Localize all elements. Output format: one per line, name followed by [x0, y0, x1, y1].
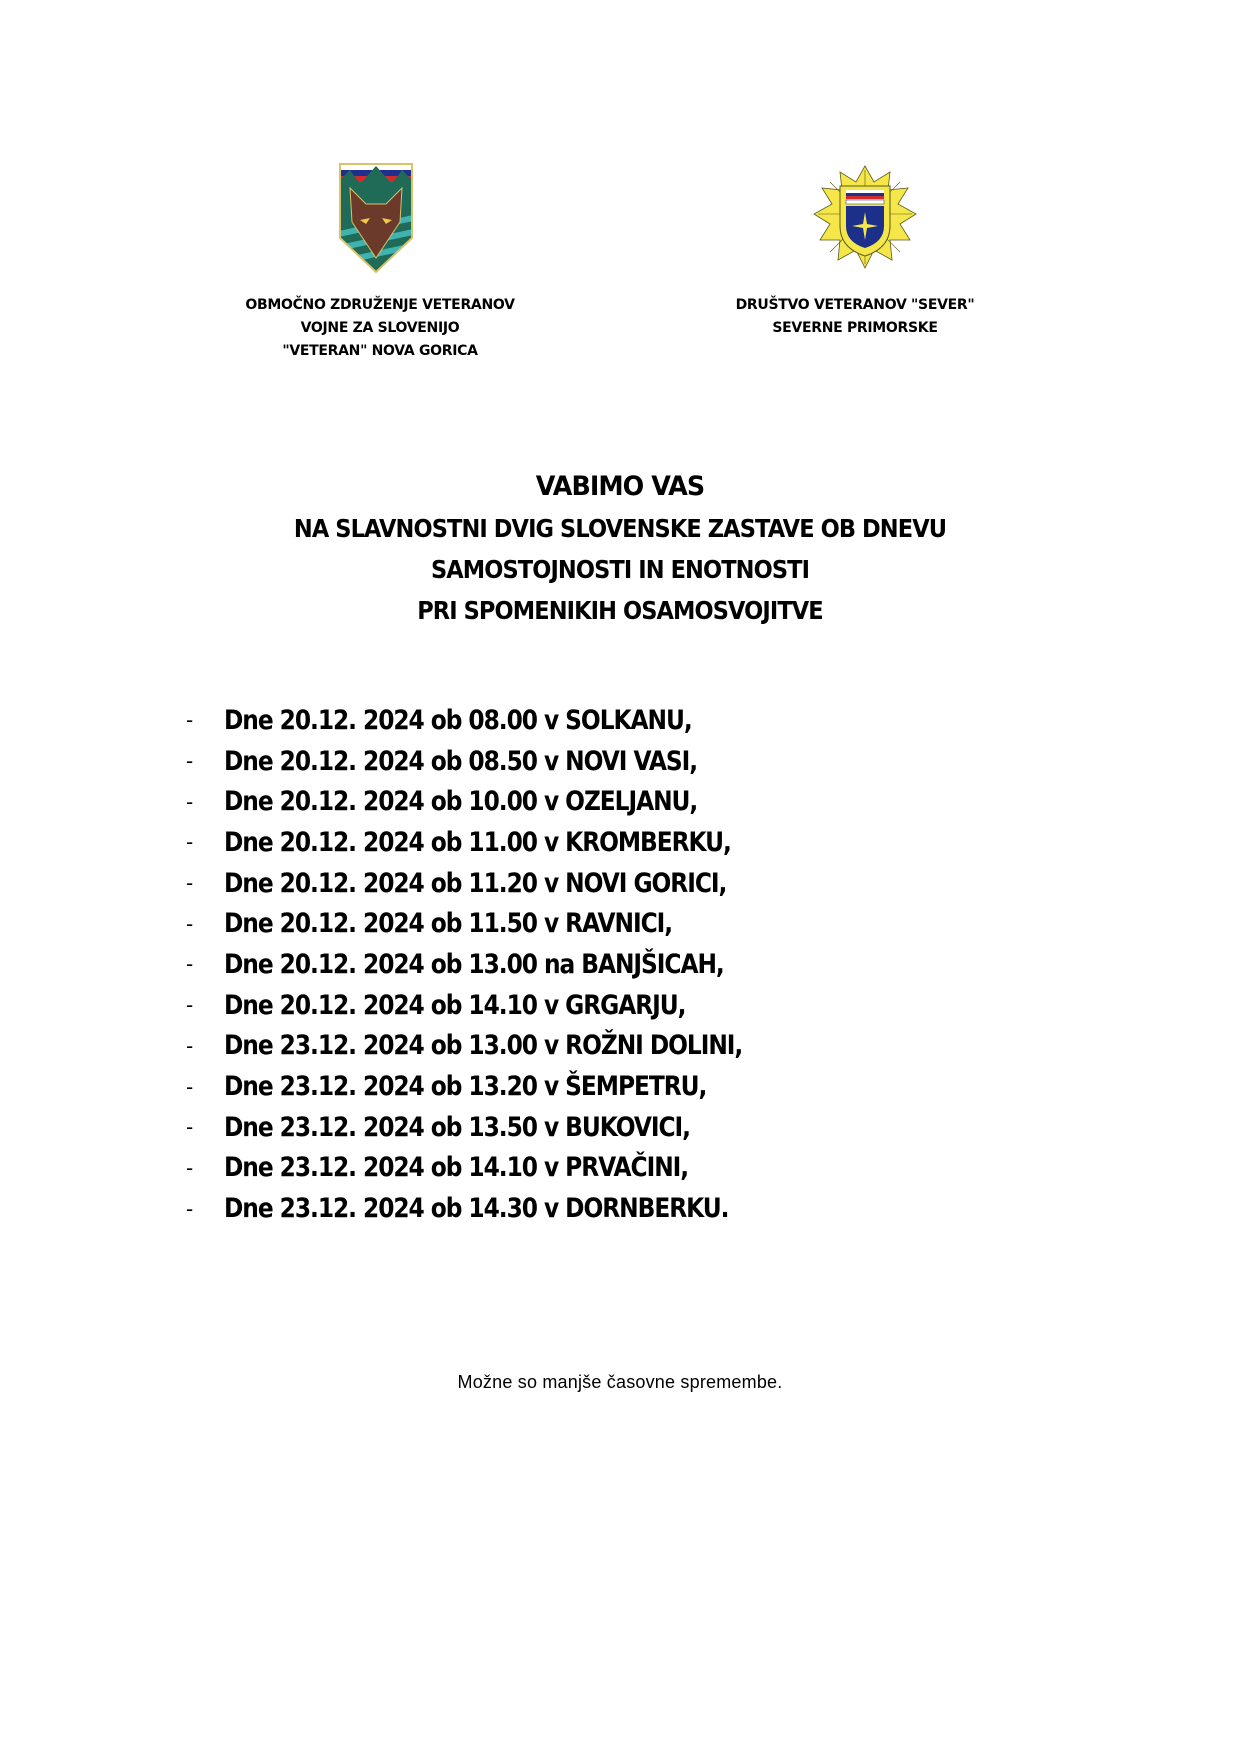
- bullet-dash: -: [186, 993, 194, 1018]
- bullet-dash: -: [186, 952, 194, 977]
- invitation-line: SAMOSTOJNOSTI IN ENOTNOSTI: [430, 555, 810, 584]
- list-item: [186, 903, 813, 944]
- fox-shield-icon: [338, 162, 414, 274]
- schedule-entry: Dne 20.12. 2024 ob 08.50 v NOVI VASI,: [224, 745, 698, 777]
- bullet-dash: -: [186, 708, 194, 733]
- invitation-line: PRI SPOMENIKIH OSAMOSVOJITVE: [417, 596, 823, 625]
- org-line: DRUŠTVO VETERANOV "SEVER": [735, 297, 975, 313]
- bullet-dash: -: [186, 1115, 194, 1140]
- org-line: SEVERNE PRIMORSKE: [772, 320, 938, 336]
- list-item: [186, 1107, 813, 1148]
- list-item: [186, 1188, 813, 1229]
- org-line: VOJNE ZA SLOVENIJO: [300, 320, 460, 336]
- list-item: [186, 1148, 813, 1189]
- schedule-entry: Dne 20.12. 2024 ob 11.20 v NOVI GORICI,: [224, 867, 727, 899]
- list-item: [186, 863, 813, 904]
- bullet-dash: -: [186, 1155, 194, 1180]
- right-organization-name: [680, 294, 1030, 340]
- schedule-change-note: Možne so manjše časovne spremembe.: [457, 1372, 783, 1392]
- invitation-heading: VABIMO VAS: [535, 471, 705, 502]
- schedule-entry: Dne 20.12. 2024 ob 11.00 v KROMBERKU,: [224, 826, 731, 858]
- schedule-list: [186, 700, 813, 1229]
- list-item: [186, 700, 813, 741]
- invitation-title: [0, 466, 1240, 631]
- schedule-entry: Dne 20.12. 2024 ob 13.00 na BANJŠICAH,: [224, 948, 724, 980]
- list-item: [186, 1066, 813, 1107]
- bullet-dash: -: [186, 830, 194, 855]
- schedule-entry: Dne 20.12. 2024 ob 10.00 v OZELJANU,: [224, 786, 698, 818]
- bullet-dash: -: [186, 1033, 194, 1058]
- bullet-dash: -: [186, 871, 194, 896]
- list-item: [186, 741, 813, 782]
- schedule-entry: Dne 23.12. 2024 ob 13.50 v BUKOVICI,: [224, 1111, 690, 1143]
- schedule-entry: Dne 20.12. 2024 ob 08.00 v SOLKANU,: [224, 704, 692, 736]
- list-item: [186, 781, 813, 822]
- schedule-entry: Dne 20.12. 2024 ob 14.10 v GRGARJU,: [224, 989, 686, 1021]
- invitation-line: NA SLAVNOSTNI DVIG SLOVENSKE ZASTAVE OB DNEVU: [293, 514, 947, 543]
- schedule-entry: Dne 20.12. 2024 ob 11.50 v RAVNICI,: [224, 908, 673, 940]
- list-item: [186, 944, 813, 985]
- fox-shield-logo: [338, 162, 414, 274]
- schedule-entry: Dne 23.12. 2024 ob 14.30 v DORNBERKU.: [224, 1193, 729, 1225]
- bullet-dash: -: [186, 911, 194, 936]
- org-line: "VETERAN" NOVA GORICA: [282, 343, 478, 359]
- schedule-entry: Dne 23.12. 2024 ob 14.10 v PRVAČINI,: [224, 1152, 689, 1184]
- list-item: [186, 1026, 813, 1067]
- sever-star-emblem-icon: [812, 164, 918, 270]
- org-line: OBMOČNO ZDRUŽENJE VETERANOV: [245, 297, 515, 313]
- schedule-entry: Dne 23.12. 2024 ob 13.00 v ROŽNI DOLINI,: [224, 1030, 743, 1062]
- bullet-dash: -: [186, 789, 194, 814]
- bullet-dash: -: [186, 749, 194, 774]
- bullet-dash: -: [186, 1196, 194, 1221]
- list-item: [186, 985, 813, 1026]
- schedule-entry: Dne 23.12. 2024 ob 13.20 v ŠEMPETRU,: [224, 1071, 707, 1103]
- left-organization-name: [200, 294, 560, 363]
- list-item: [186, 822, 813, 863]
- bullet-dash: -: [186, 1074, 194, 1099]
- sever-emblem-logo: [812, 164, 918, 270]
